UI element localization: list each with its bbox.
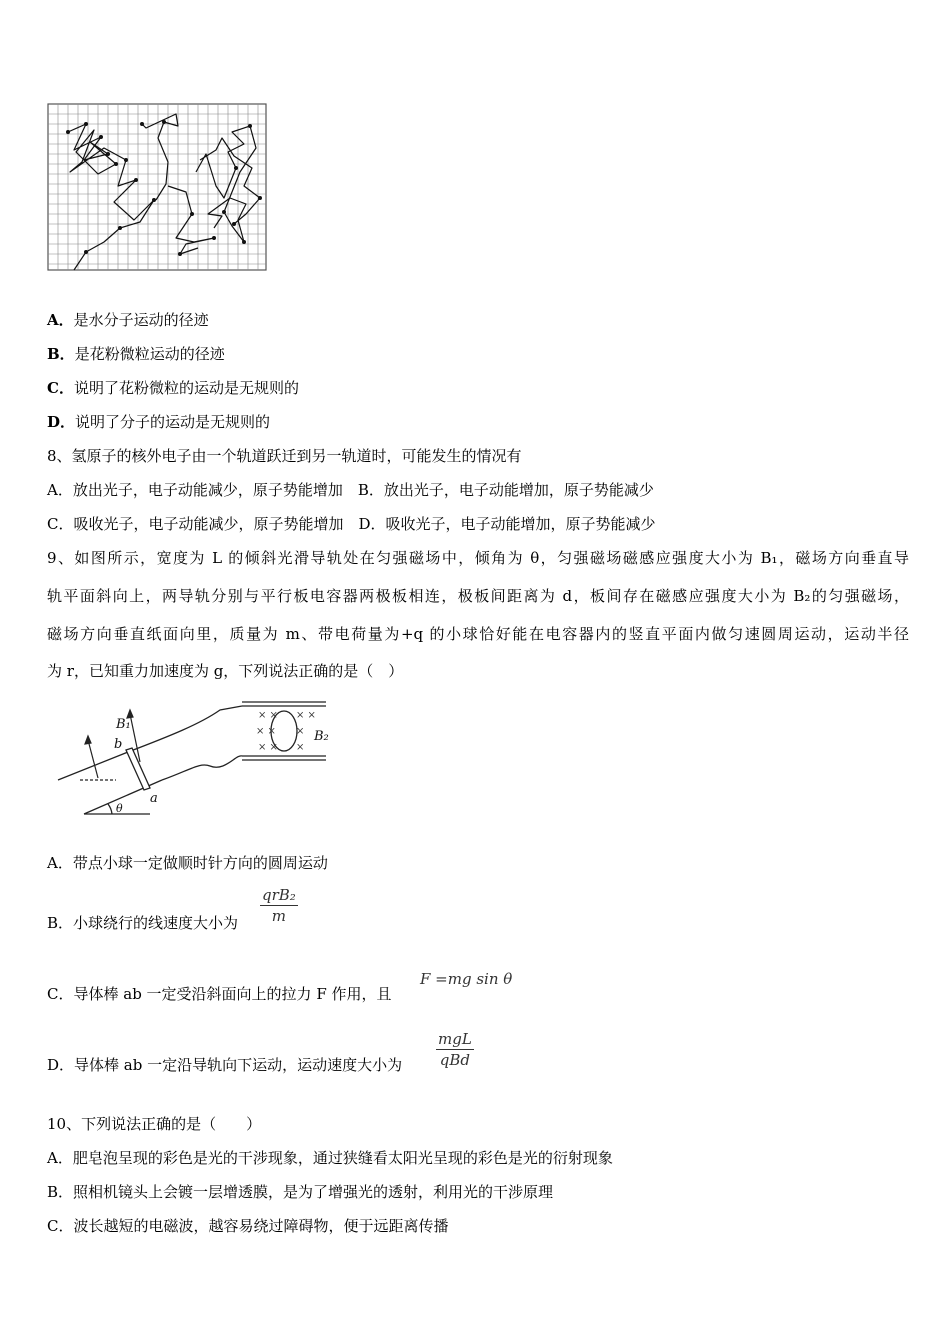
- q10-option-c: C．波长越短的电磁波，越容易绕过障碍物，便于远距离传播: [47, 1217, 449, 1235]
- fraction-denominator: qBd: [439, 1051, 471, 1069]
- q9-option-b: B．小球绕行的线速度大小为: [47, 914, 239, 932]
- q8-stem: 8、氢原子的核外电子由一个轨道跃迁到另一轨道时，可能发生的情况有: [47, 447, 522, 465]
- svg-text:× ×: × ×: [258, 742, 278, 753]
- q10-option-b: B．照相机镜头上会镀一层增透膜，是为了增强光的透射，利用光的干涉原理: [47, 1183, 554, 1201]
- brownian-motion-figure: [46, 102, 268, 272]
- label-theta: θ: [116, 802, 123, 815]
- svg-text:× ×: × ×: [256, 726, 276, 737]
- q9-option-a: A．带点小球一定做顺时针方向的圆周运动: [47, 854, 328, 872]
- option-text: 说明了分子的运动是无规则的: [75, 413, 271, 431]
- q9-stem-line3: 磁场方向垂直纸面向里，质量为 m、带电荷量为+q 的小球恰好能在电容器内的竖直平面内做匀速圆周运动，运动半径: [47, 625, 909, 643]
- option-letter: B．: [47, 345, 75, 363]
- option-text: 是花粉微粒运动的径迹: [74, 345, 225, 363]
- q9-option-c: C．导体棒 ab 一定受沿斜面向上的拉力 F 作用，且: [47, 985, 392, 1003]
- svg-text:× ×: × ×: [258, 710, 278, 721]
- q7-option-c: [47, 378, 299, 398]
- label-b2: B₂: [314, 729, 329, 744]
- q7-option-a: [47, 310, 209, 330]
- q10-option-a: A．肥皂泡呈现的彩色是光的干涉现象，通过狭缝看太阳光呈现的彩色是光的衍射现象: [47, 1149, 613, 1167]
- label-b: b: [114, 737, 123, 752]
- q7-option-b: [47, 344, 225, 364]
- q9-rail-capacitor-figure: [50, 696, 340, 826]
- q9-option-d-fraction: [436, 1030, 474, 1069]
- q7-option-d: [47, 412, 270, 432]
- option-text: 是水分子运动的径迹: [73, 311, 209, 329]
- fraction-numerator: qrB₂: [262, 886, 296, 904]
- q9-stem-line4: 为 r，已知重力加速度为 g，下列说法正确的是（ ）: [47, 662, 404, 680]
- option-text: 说明了花粉微粒的运动是无规则的: [73, 379, 299, 397]
- q9-option-c-formula: F =mg sin θ: [420, 970, 513, 988]
- svg-text:×: ×: [296, 742, 305, 753]
- fraction-numerator: mgL: [438, 1030, 472, 1048]
- svg-text:× ×: × ×: [296, 710, 316, 721]
- option-letter: C．: [47, 379, 74, 397]
- q9-stem-line1: 9、如图所示，宽度为 L 的倾斜光滑导轨处在匀强磁场中，倾角为 θ，匀强磁场磁感应强度大小为 B₁，磁场方向垂直导: [47, 549, 909, 567]
- q9-option-d: D．导体棒 ab 一定沿导轨向下运动，运动速度大小为: [47, 1056, 403, 1074]
- q9-option-b-fraction: [260, 886, 298, 925]
- label-a: a: [150, 791, 158, 806]
- option-letter: A．: [47, 311, 74, 329]
- q9-stem-line2: 轨平面斜向上，两导轨分别与平行板电容器两极板相连，极板间距离为 d，板间存在磁感应强度大小为 B₂的匀强磁场，: [47, 587, 909, 605]
- label-b1: B₁: [116, 717, 131, 732]
- svg-text:×: ×: [296, 726, 305, 737]
- q10-stem: 10、下列说法正确的是（ ）: [47, 1115, 262, 1133]
- fraction-denominator: m: [271, 907, 287, 925]
- option-letter: D．: [47, 413, 76, 431]
- q8-options-row1: A．放出光子，电子动能减少，原子势能增加 B．放出光子，电子动能增加，原子势能减少: [47, 481, 654, 499]
- q8-options-row2: C．吸收光子，电子动能减少，原子势能增加 D．吸收光子，电子动能增加，原子势能减少: [47, 515, 656, 533]
